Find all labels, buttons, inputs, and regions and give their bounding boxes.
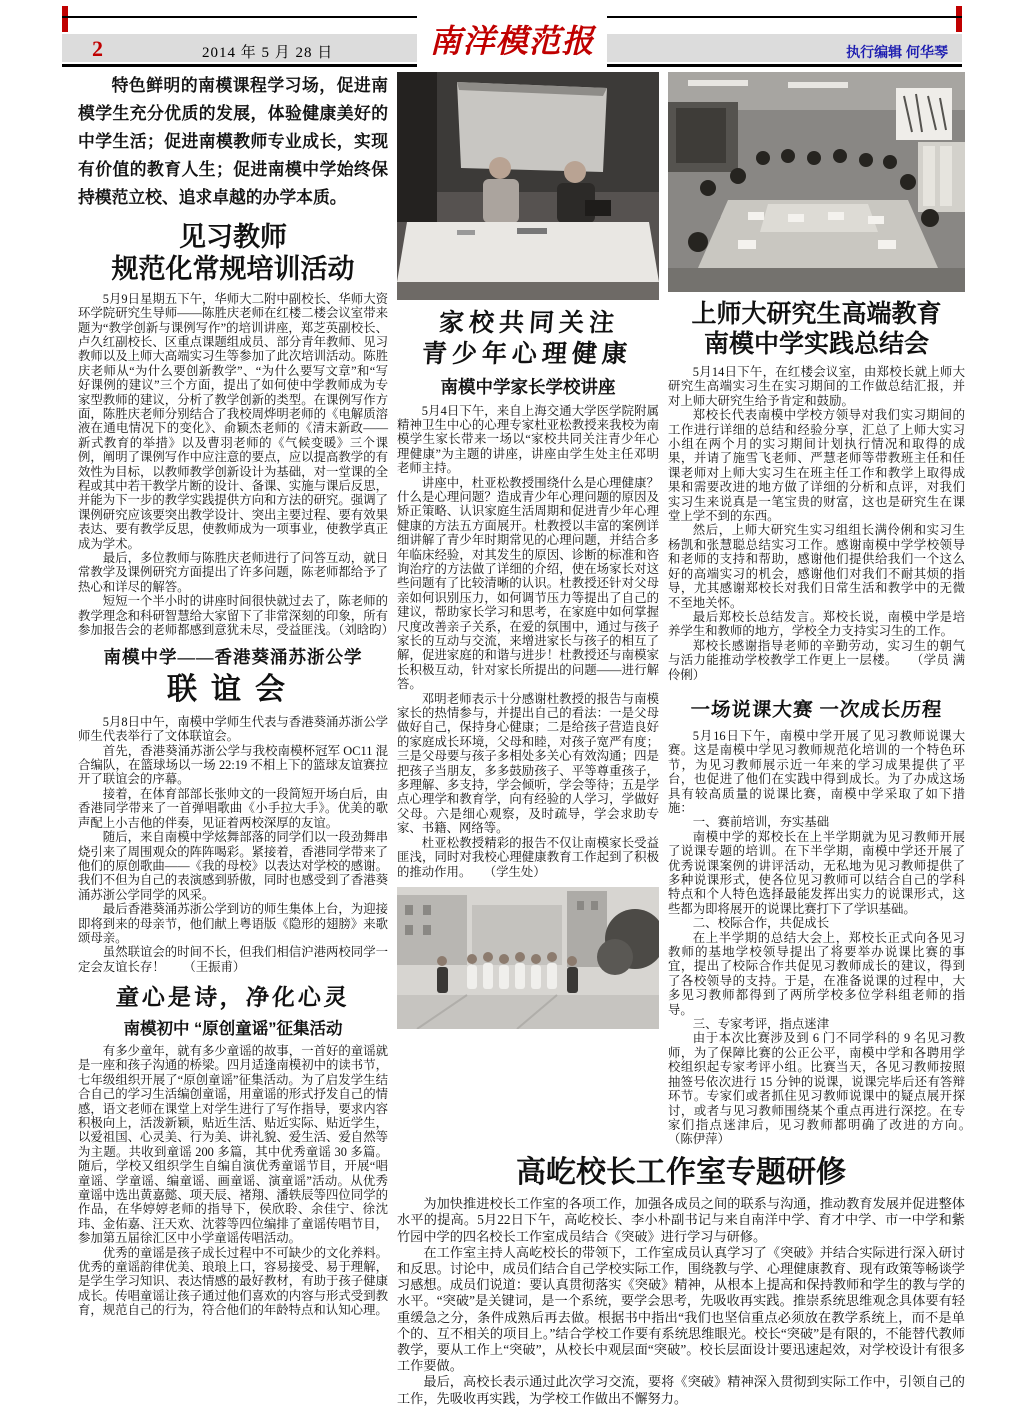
shnu-article-body [668,365,965,682]
executive-editor: 执行编辑 何华琴 [846,44,948,60]
nursery-article-title: 童心是诗，净化心灵 [115,985,351,1011]
contest-article-title: 一场说课大赛 一次成长历程 [689,699,943,721]
paragraph: 5月16日下午，南模中学开展了见习教师说课大赛。这是南模中学见习教师规范化培训的一个特色环节，为见习教师展示近一年来的学习成果提供了平台，也促进了他们在实践中得到成长。为了办成这场具有较高质量的说课比赛，南模中学采取了如下措施： [668,728,965,815]
paragraph: 5月8日中午，南模中学师生代表与香港葵涌苏浙公学师生代表举行了文体联谊会。 [78,714,388,744]
left-column [78,72,394,1407]
page-header [62,16,962,68]
paragraph: 杜亚松教授精彩的报告不仅让南模家长受益匪浅，同时对我校心理健康教育工作起到了积极的推动作用。 （学生处） [397,835,659,879]
page-date: 2014 年 5 月 28 日 [202,45,334,61]
center-column [397,72,659,1147]
training-article-body [78,291,394,638]
friendship-article-title-line2: 联谊会 [167,673,299,707]
paragraph: 一、赛前培训，夯实基础 [692,815,830,830]
paragraph: 然后，上师大研究生实习组组长满伶俐和实习生杨凯和张慧聪总结实习工作。感谢南模中学学校领导和老师的支持和帮助，感谢他们提供给我们一个这么好的高端实习的机会，感谢他们对我们不耐其烦的指导，尤其感谢郑校长对我们日常生活和教学中的无微不至地关怀。 [668,523,965,610]
shnu-article-title [668,300,965,359]
nursery-article-body [78,1044,388,1318]
training-article-title [78,222,388,286]
psych-article-title [395,308,661,371]
paragraph: 最后香港葵涌苏浙公学到访的师生集体上台，为迎接即将到来的母亲节，他们献上粤语版《隐形的翅膀》来歌颂母亲。 [78,902,388,945]
psych-article-subtitle: 南模中学家长学校讲座 [440,376,616,397]
paragraph: 在工作室主持人高屹校长的带领下，工作室成员认真学习了《突破》并结合实际进行深入研讨和反思。讨论中，成员们结合自己学校实际工作，围绕教与学、心理健康教育、现有政策等畅谈学习感想。成员们说道：要认真贯彻落实《突破》精神，从根本上提高和保持教师和学生的教与学的水平。“突破”是关键词，是一个系统，要学会思考，先吸收再实践。推崇系统思维观念具体要有轻重缓急之分，条件成熟后再去做。根据书中指出“我们也坚信重点必须放在教学系统上，而不是单个的、互不相关的项目上。”结合学校工作要有系统思维眼光。校长“突破”是有限的，不能替代教师教学，要从工作上“突破”，从校长中观层面“突破”。校长层面设计要迅速起效，对学校设计有很多工作要做。 [397,1244,965,1374]
paragraph: 最后郑校长总结发言。郑校长说，南模中学是培养学生和教师的地方，学校全力支持实习生的工作。 [668,609,965,639]
paragraph: 接着，在体育部部长张帅文的一段简短开场白后，由香港同学带来了一首弹唱歌曲《小手拉大手》。优美的歌声配上小吉他的伴奏，见证着两校深厚的友谊。 [78,786,388,830]
training-title-line1: 见习教师 [179,222,287,252]
lead-paragraph: 特色鲜明的南模课程学习场，促进南模学生充分优质的发展，体验健康美好的中学生活；促进南模教师专业成长，实现有价值的教育人生；促进南模中学始终保持模范立校、追求卓越的办学本质。 [78,76,388,207]
masthead-box [417,12,607,70]
workshop-article [397,1147,965,1407]
paragraph: 邓明老师表示十分感谢杜教授的报告与南模家长的热情参与，并提出自己的看法：一是父母做好自己，保持身心健康；二是给孩子营造良好的家庭成长环境，父母和睦，对孩子宽严有度；三是父母要与孩子多相处多关心有效沟通；四是把孩子当朋友，多多鼓励孩子、平等尊重孩子，多理解、多支持，学会倾听，学会等待；五是学点心理学和教育学，向有经验的人学习，学做好父母。六是细心观察，及时疏导，学会求助专家、书籍、网络等。 [397,691,659,836]
workshop-article-title: 高屹校长工作室专题研修 [516,1155,846,1189]
right-column [668,72,990,1147]
training-title-line2: 规范化常规培训活动 [111,253,355,284]
psych-article-body [397,404,659,879]
page-number: 2 [92,36,103,61]
page-content [78,72,990,1407]
paragraph: 为加快推进校长工作室的各项工作，加强各成员之间的联系与沟通，推动教育发展并促进整体水平的提高。5月22日下午，高屹校长、李小朴副书记与来自南洋中学、育才中学、市一中学和紫竹园中学的四名校长工作室成员结合《突破》进行学习与研修。 [397,1196,965,1244]
meeting-room-photo [668,72,965,292]
shnu-title-line1: 上师大研究生高端教育 [691,300,942,328]
paragraph: 南模中学的郑校长在上半学期就为见习教师开展了说课专题的培训。在下半学期，南模中学还开展了优秀说课案例的讲评活动，无私地为见习教师提供了多种说课形式，使各位见习教师可以结合自己的学科特点和个人特色选择最能发挥出实力的说课形式，这些都为即将展开的说课比赛打下了学识基础。 [668,829,965,916]
paragraph: 最后，多位教师与陈胜庆老师进行了问答互动，就日常教学及课例研究方面提出了许多问题，陈老师都给予了热心和详尽的解答。 [78,551,388,594]
paragraph: 讲座中，杜亚松教授围绕什么是心理健康？什么是心理问题？造成青少年心理问题的原因及矫正策略、认识家庭生活周期和促进青少年心理健康的方法五方面展开。杜教授以丰富的案例详细讲解了青少年时期常见的心理问题，并结合多年临床经验，对其发生的原因、诊断的标准和咨询治疗的方法做了详细的介绍，使在场家长对这些问题有了比较清晰的认识。杜教授还针对父母亲如何识别压力，如何调节压力等提出了自己的建议，帮助家长学习和思考，在家庭中如何掌握尺度改善亲子关系，在爱的氛围中，通过与孩子家长的互动与交流，来增进家长与孩子的相互了解，促进家庭的和谐与进步！杜教授还与南模家长积极互动，针对家长所提出的问题——进行解答。 [397,475,659,692]
psych-title-line1: 家校共同关注 [438,310,621,337]
contest-article-body [668,728,990,1147]
paragraph: 优秀的童谣是孩子成长过程中不可缺少的文化养料。优秀的童谣韵律优美、琅琅上口，容易接受、易于理解，是学生学习知识、表达情感的最好教材，有助于孩子健康成长。传唱童谣让孩子通过他们喜欢的内容与形式受到教育，规范自己的行为，符合他们的年龄特点和认知心理。 [78,1245,388,1318]
paragraph: 短短一个半小时的讲座时间很快就过去了，陈老师的教学理念和科研智慧给大家留下了非常深刻的印象，所有参加报告会的老师都感到意犹未尽，受益匪浅。（刘晗昀） [78,594,394,638]
paragraph: 5月14日下午，在红楼会议室，由郑校长就上师大研究生高端实习生在实习期间的工作做总结汇报，并对上师大研究生给予肯定和鼓励。 [668,365,965,408]
paragraph: 随后，来自南模中学炫舞部落的同学们以一段劲舞串烧引来了周围观众的阵阵喝彩。紧接着，香港同学带来了他们的原创歌曲——《我的母校》以表达对学校的感谢。我们不但为自己的表演感到骄傲，同时也感受到了香港葵涌苏浙公学同学的风采。 [78,830,388,902]
paragraph: 5月9日星期五下午，华师大二附中副校长、华师大资环学院研究生导师——陈胜庆老师在红楼二楼会议室带来题为“教学创新与课例写作”的培训讲座，郑芝英副校长、卢久红副校长、区重点课题组成员、部分青年教师、见习教师以及上师大高端实习生等参加了此次培训活动。陈胜庆老师从“为什么要创新教学”、“为什么要写文章”和“写好课例的建议”三个方面，提出了如何使中学教师成为专家型教师的建议，分析了教学创新的类型。在课例写作方面，陈胜庆老师分别结合了我校周烨明老师的《电解质溶液在通电情况下的变化》、俞颖杰老师的《清末新政——新式教育的举措》以及曹羽老师的《气候变暖》三个课例，阐明了课例写作中应注意的要点，应以提高教学的有效性为目标，以教师教学创新设计为基础，对一堂课的全程或其中若干教学片断的设计、备课、实施与课后反思，并能为下一步的教学实践提供方向和方法的研究。强调了课例研究应该要突出教学设计、突出主要过程、要有效果表达、要有教学反思，使教师成为一项事业，使教学真正成为学术。 [78,291,388,551]
newspaper-masthead: 南洋模范报 [429,23,595,59]
nursery-article-subtitle: 南模初中 “原创童谣”征集活动 [123,1019,343,1038]
right-wrapper [397,72,990,1407]
psych-title-line2: 青少年心理健康 [420,341,633,369]
paragraph: 二、校际合作，共促成长 [692,916,830,931]
paragraph: 在上半学期的总结大会上，郑校长正式向各见习教师的基地学校领导提出了将要举办说课比赛的事宜，提出了校际合作共促见习教师成长的建议，得到了各校领导的支持。于是，在准备说课的过程中，大多见习教师都得到了两所学校多位学科组老师的指导。 [668,930,965,1017]
middle-row [397,72,990,1147]
paragraph: 由于本次比赛涉及到 6 门不同学科的 9 名见习教师，为了保障比赛的公正公平，南模中学和各聘用学校组织起专家考评小组。比赛当天，各见习教师按照抽签号依次进行 15 分钟的说课，说课完毕后还有答辩环节。专家们或者抓住见习教师说课中的疑点展开探讨，或者与见习教师围绕某个重点再进行深挖。在专家们指点迷津后，见习教师都明确了改进的方向。 （陈伊萍） [668,1031,990,1147]
paragraph: 5月4日下午，来自上海交通大学医学院附属精神卫生中心的心理专家杜亚松教授来我校为南模学生家长带来一场以“家校共同关注青少年心理健康”为主题的讲座，讲座由学生处主任邓明老师主持。 [397,403,659,476]
paragraph: 最后，高校长表示通过此次学习交流，要将《突破》精神深入贯彻到实际工作中，引领自己的工作，先吸收再实践，为学校工作做出不懈努力。 [397,1374,965,1406]
paragraph: 首先，香港葵涌苏浙公学与我校南模杯冠军 OC11 混合编队，在篮球场以一场 22:19 不相上下的篮球友谊赛拉开了联谊会的序幕。 [78,743,388,787]
students-outdoor-photo [397,887,659,1029]
paragraph: 三、专家考评，指点迷津 [692,1017,830,1032]
friendship-article-body [78,715,388,974]
workshop-article-body [397,1196,965,1407]
shnu-title-line2: 南模中学实践总结会 [703,329,929,358]
paragraph: 虽然联谊会的时间不长，但我们相信沪港两校同学一定会友谊长存！ （王振甫） [78,945,388,974]
friendship-article-title-line1: 南模中学——香港葵涌苏浙公学 [103,647,363,668]
lecture-photo [397,72,659,300]
paragraph: 郑校长感谢指导老师的辛勤劳动，实习生的朝气与活力能推动学校教学工作更上一层楼。 （学员 满伶俐） [668,638,965,682]
paragraph: 郑校长代表南模中学校方领导对我们实习期间的工作进行详细的总结和经验分享，汇总了上师大实习小组在两个月的实习期间计划执行情况和取得的成果，并请了施雪飞老师、严慧老师等带教班主任和任课老师对上师大实习生在班主任工作和教学上取得成果和需要改进的地方做了详细的分析和点评，对我们实习生来说真是一笔宝贵的财富，这也是研究生在课堂上学不到的东西。 [668,408,965,524]
paragraph: 有多少童年，就有多少童谣的故事，一首好的童谣就是一座和孩子沟通的桥梁。四月适逢南模初中的读书节，七年级组织开展了“原创童谣”征集活动。为了启发学生结合自己的学习生活编创童谣，用童谣的形式抒发自己的情感，语文老师在课堂上对学生进行了写作指导，要求内容积极向上，活泼新颖，贴近生活、贴近实际、贴近学生，以爱祖国、心灵美、行为美、讲礼貌、爱生活、爱自然等为主题。共收到童谣 200 多篇，其中优秀童谣 30 多篇。随后，学校又组织学生自编自演优秀童谣节目，开展“唱童谣、学童谣、编童谣、画童谣、演童谣”活动。从优秀童谣中选出黄嘉懿、项天辰、褚翔、潘轶辰等四位同学的作品，在华婷婷老师的指导下，侯欣聆、余佳宁、徐沈玮、金佑嘉、汪天欢、沈蓉等四位编排了童谣传唱节目，参加第五届徐汇区中小学童谣传唱活动。 [78,1043,388,1246]
